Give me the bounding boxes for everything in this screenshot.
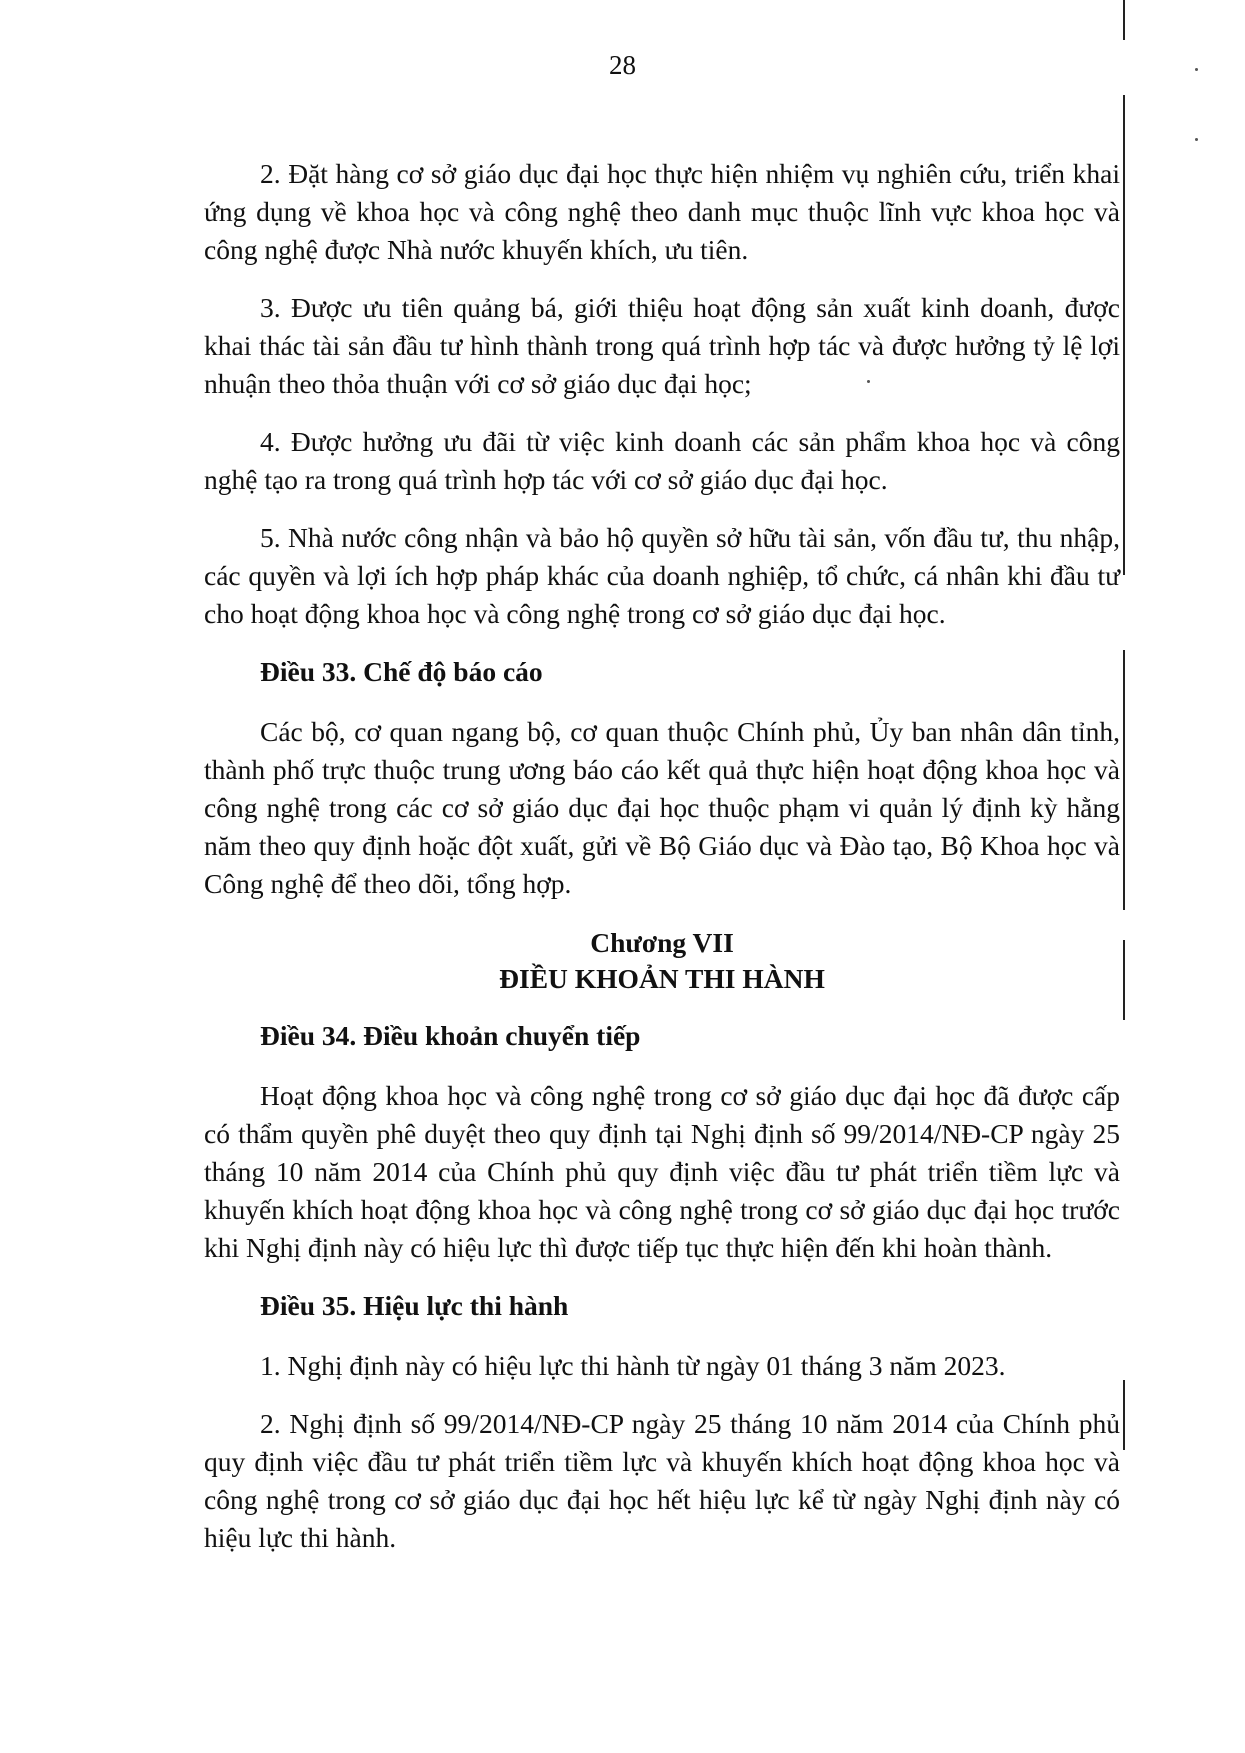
clause-2: 2. Đặt hàng cơ sở giáo dục đại học thực hiện nhiệm vụ nghiên cứu, triển khai ứng dụng về khoa học và công nghệ theo danh mục thuộc lĩnh vực khoa học và công nghệ được Nhà nước khuyến khích, ưu tiên.	[204, 158, 1120, 265]
article-33-body: Các bộ, cơ quan ngang bộ, cơ quan thuộc Chính phủ, Ủy ban nhân dân tỉnh, thành phố trực thuộc trung ương báo cáo kết quả thực hiện hoạt động khoa học và công nghệ trong các cơ sở giáo dục đại học thuộc phạm vi quản lý định kỳ hằng năm theo quy định hoặc đột xuất, gửi về Bộ Giáo dục và Đào tạo, Bộ Khoa học và Công nghệ để theo dõi, tổng hợp.	[204, 716, 1120, 899]
article-35-clause-2: 2. Nghị định số 99/2014/NĐ-CP ngày 25 tháng 10 năm 2014 của Chính phủ quy định việc đầu tư phát triển tiềm lực và khuyến khích hoạt động khoa học và công nghệ trong cơ sở giáo dục đại học hết hiệu lực kể từ ngày Nghị định này có hiệu lực thi hành.	[204, 1408, 1120, 1553]
chapter-number: Chương VII	[590, 927, 734, 958]
document-body	[204, 155, 1120, 1577]
chapter-heading	[204, 925, 1120, 997]
clause-3: 3. Được ưu tiên quảng bá, giới thiệu hoạt động sản xuất kinh doanh, được khai thác tài sản đầu tư hình thành trong quá trình hợp tác và được hưởng tỷ lệ lợi nhuận theo thỏa thuận với cơ sở giáo dục đại học;	[204, 292, 1120, 399]
scan-edge-line	[1123, 940, 1125, 1020]
article-35-clause-1: 1. Nghị định này có hiệu lực thi hành từ ngày 01 tháng 3 năm 2023.	[260, 1350, 1006, 1381]
scan-speck	[1195, 68, 1198, 71]
scan-speck	[867, 380, 870, 383]
scan-speck	[1195, 138, 1198, 141]
article-35-heading: Điều 35. Hiệu lực thi hành	[260, 1290, 569, 1321]
chapter-title: ĐIỀU KHOẢN THI HÀNH	[499, 963, 825, 994]
article-33-heading: Điều 33. Chế độ báo cáo	[260, 656, 543, 687]
scan-edge-line	[1123, 650, 1125, 910]
clause-5: 5. Nhà nước công nhận và bảo hộ quyền sở hữu tài sản, vốn đầu tư, thu nhập, các quyền và lợi ích hợp pháp khác của doanh nghiệp, tổ chức, cá nhân khi đầu tư cho hoạt động khoa học và công nghệ trong cơ sở giáo dục đại học.	[204, 522, 1120, 629]
scan-edge-line	[1123, 95, 1125, 575]
scan-edge-line	[1123, 0, 1125, 40]
article-34-heading: Điều 34. Điều khoản chuyển tiếp	[260, 1020, 641, 1051]
clause-4: 4. Được hưởng ưu đãi từ việc kinh doanh các sản phẩm khoa học và công nghệ tạo ra trong quá trình hợp tác với cơ sở giáo dục đại học.	[204, 426, 1120, 495]
article-34-body: Hoạt động khoa học và công nghệ trong cơ sở giáo dục đại học đã được cấp có thẩm quyền phê duyệt theo quy định tại Nghị định số 99/2014/NĐ-CP ngày 25 tháng 10 năm 2014 của Chính phủ quy định việc đầu tư phát triển tiềm lực và khuyến khích hoạt động khoa học và công nghệ trong cơ sở giáo dục đại học trước khi Nghị định này có hiệu lực thì được tiếp tục thực hiện đến khi hoàn thành.	[204, 1080, 1120, 1263]
page-number: 28	[609, 50, 636, 80]
scan-edge-line	[1123, 1380, 1125, 1450]
